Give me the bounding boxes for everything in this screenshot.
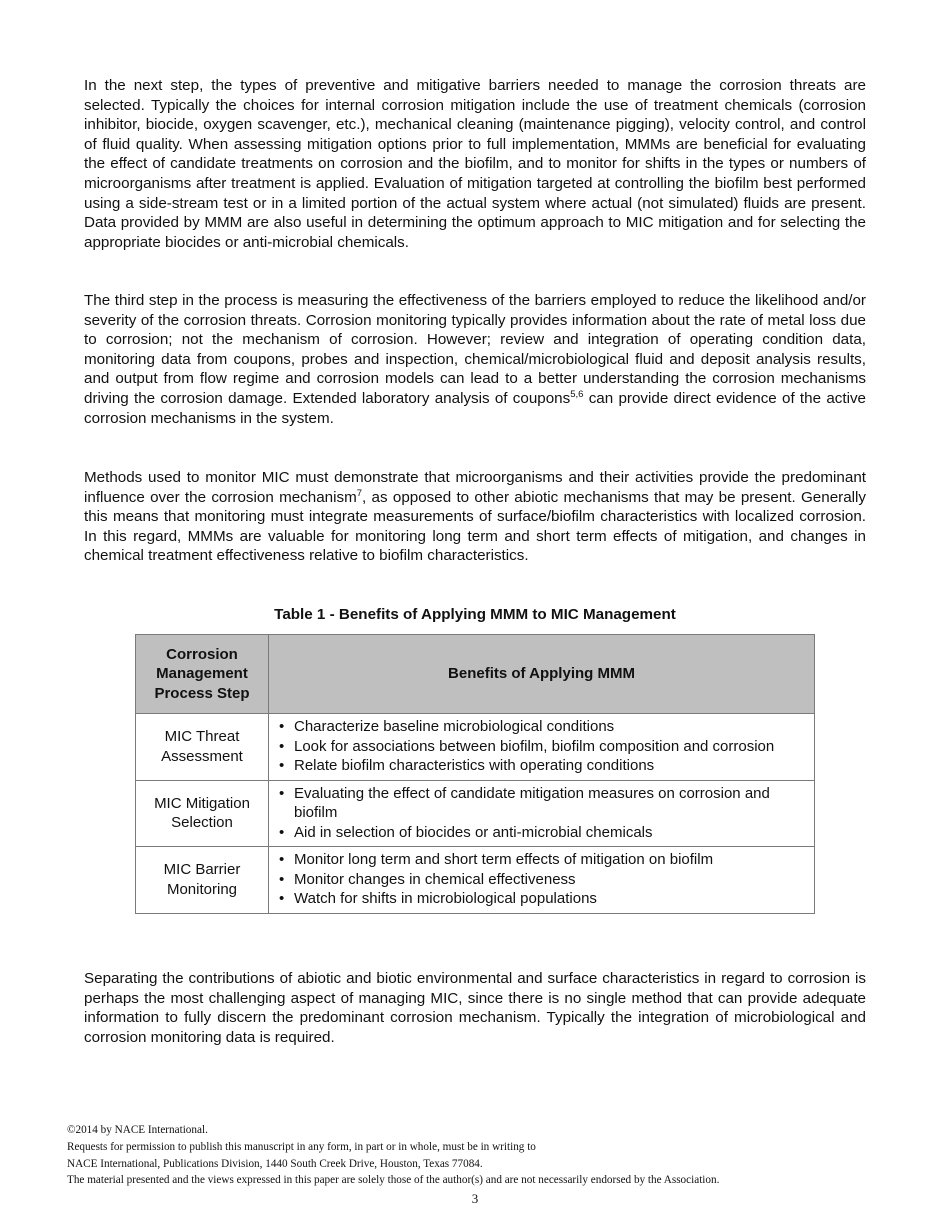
footer-line: The material presented and the views expressed in this paper are solely those of the author(s) and are not necessarily endorsed by the Association.	[67, 1174, 720, 1187]
benefits-cell	[269, 847, 815, 914]
paragraph-mic-monitoring	[84, 468, 866, 566]
process-step-cell: MIC Mitigation Selection	[136, 780, 269, 847]
benefit-item	[275, 784, 806, 823]
benefit-text: Look for associations between biofilm, biofilm composition and corrosion	[294, 737, 775, 755]
table-row	[136, 714, 815, 781]
benefit-item	[275, 756, 806, 776]
table-header-row	[136, 635, 815, 714]
reference-superscript: 5,6	[570, 388, 584, 400]
benefit-text: Relate biofilm characteristics with operating conditions	[294, 757, 655, 774]
paragraph-text: The third step in the process is measuring the effectiveness of the barriers employed to reduce the likelihood and/or severity of the corrosion threats. Corrosion monitoring typically provides information about the rate of metal loss due to corrosion; not the mechanism of corrosion. However; review and integration of operating condition data, monitoring data from coupons, probes and inspection, chemical/microbiological fluid and deposit analysis results, and output from flow regime and corrosion models can lead to a better understanding the corrosion mechanisms driving the corrosion damage. Extended laboratory analysis of coupons	[84, 292, 866, 407]
benefit-text: Aid in selection of biocides or anti-microbial chemicals	[294, 823, 653, 841]
bullet-icon: •	[279, 823, 285, 841]
benefit-text: Evaluating the effect of candidate mitigation measures on corrosion and biofilm	[294, 784, 770, 821]
benefit-item	[275, 870, 806, 890]
benefit-item	[275, 737, 806, 757]
footer-line: ©2014 by NACE International.	[67, 1124, 208, 1136]
footer-line: NACE International, Publications Division, 1440 South Creek Drive, Houston, Texas 77084.	[67, 1157, 483, 1170]
bullet-icon: •	[279, 870, 285, 888]
benefit-item	[275, 717, 806, 737]
benefits-cell	[269, 714, 815, 781]
copyright-footer	[67, 1122, 867, 1189]
benefit-list	[275, 850, 806, 909]
table-row	[136, 780, 815, 847]
header-benefits: Benefits of Applying MMM	[269, 635, 815, 714]
paragraph-text: Methods used to monitor MIC must demonstrate that microorganisms and their activities provide the predominant influence over the corrosion mechanism	[84, 469, 866, 506]
benefits-table	[135, 634, 815, 914]
paragraph-mitigation-selection: In the next step, the types of preventive and mitigative barriers needed to manage the corrosion threats are selected. Typically the choices for internal corrosion mitigation include the use of treatment chemicals (corrosion inhibitor, biocide, oxygen scavenger, etc.), mechanical cleaning (maintenance pigging), velocity control, and control of fluid quality. When assessing mitigation options prior to full implementation, MMMs are beneficial for evaluating the effect of candidate treatments on corrosion and the biofilm, and to monitor for shifts in the types or numbers of microorganisms after treatment is applied. Evaluation of mitigation targeted at controlling the biofilm best performed using a side-stream test or in a limited portion of the actual system where actual (not simulated) fluids are present. Data provided by MMM are also useful in determining the optimum approach to MIC mitigation and for selecting the appropriate biocides or anti-microbial chemicals.	[84, 77, 866, 251]
benefits-cell	[269, 780, 815, 847]
benefit-item	[275, 889, 806, 909]
table-caption: Table 1 - Benefits of Applying MMM to MIC Management	[274, 606, 676, 623]
page-number: 3	[471, 1191, 479, 1206]
benefit-item	[275, 850, 806, 870]
paragraph-abiotic-biotic: Separating the contributions of abiotic and biotic environmental and surface characteristics in regard to corrosion is perhaps the most challenging aspect of managing MIC, since there is no single method that can provide adequate information to fully discern the predominant corrosion mechanism. Typically the integration of microbiological and corrosion monitoring data is required.	[84, 970, 866, 1046]
process-step-cell: MIC Barrier Monitoring	[136, 847, 269, 914]
reference-superscript: 7	[356, 487, 363, 499]
benefit-text: Monitor long term and short term effects of mitigation on biofilm	[294, 851, 714, 868]
paragraph-barrier-effectiveness	[84, 291, 866, 428]
footer-line: Requests for permission to publish this manuscript in any form, in part or in whole, must be in writing to	[67, 1140, 536, 1153]
paragraph-text: can provide direct evidence of the active corrosion mechanisms in the system.	[84, 389, 866, 427]
benefit-text: Characterize baseline microbiological conditions	[294, 718, 615, 735]
header-process-step: Corrosion Management Process Step	[136, 635, 269, 714]
paragraph-text: , as opposed to other abiotic mechanisms that may be present. Generally this means that monitoring must integrate measurements of surface/biofilm characteristics with localized corrosion. In this regard, MMMs are valuable for monitoring long term and short term effects of mitigation, and changes in chemical treatment effectiveness relative to biofilm characteristics.	[84, 488, 866, 565]
benefit-item	[275, 823, 806, 843]
benefit-list	[275, 784, 806, 843]
bullet-icon: •	[279, 718, 285, 735]
table-row	[136, 847, 815, 914]
bullet-icon: •	[279, 851, 285, 868]
process-step-cell: MIC Threat Assessment	[136, 714, 269, 781]
bullet-icon: •	[279, 890, 285, 907]
benefit-list	[275, 717, 806, 776]
bullet-icon: •	[279, 737, 285, 755]
bullet-icon: •	[279, 784, 285, 802]
benefit-text: Watch for shifts in microbiological populations	[294, 890, 597, 907]
bullet-icon: •	[279, 757, 285, 774]
benefit-text: Monitor changes in chemical effectiveness	[294, 870, 576, 888]
